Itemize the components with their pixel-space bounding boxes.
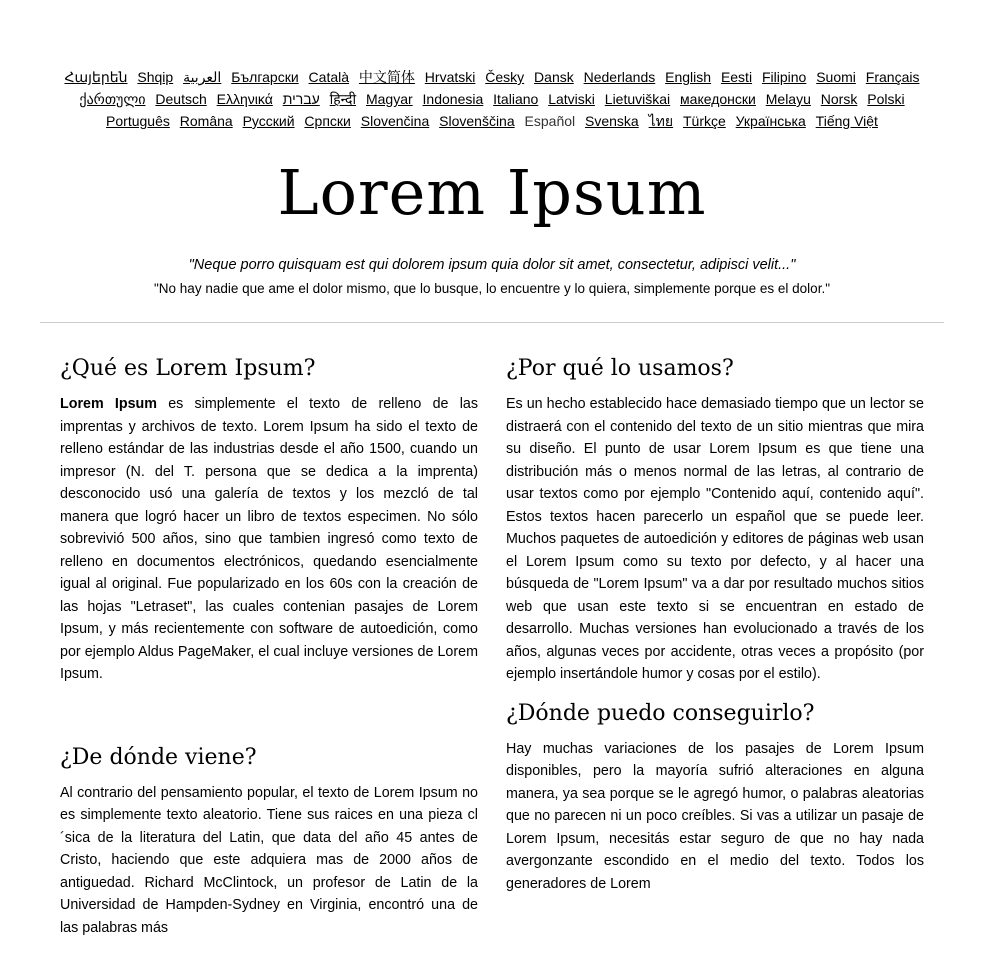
lead-term: Lorem Ipsum xyxy=(60,396,158,412)
section-title-where-get: ¿Dónde puedo conseguirlo? xyxy=(506,700,815,726)
language-link[interactable]: Slovenčina xyxy=(360,113,430,129)
language-link[interactable]: ไทย xyxy=(648,113,674,129)
section-body-why-use: Es un hecho establecido hace demasiado tiempo que un lector se distraerá con el contenido del texto de un sitio mientras que mira su diseño. El punto de usar Lorem Ipsum es que tiene una distribución más o menos normal de las letras, al contrario de usar textos como por ejemplo "Contenido aquí, contenido aquí". Estos textos hacen parecerlo un español que se puede leer. Muchos paquetes de autoedición y editores de páginas web usan el Lorem Ipsum como su texto por defecto, y al hacer una búsqueda de "Lorem Ipsum" va a dar por resultado muchos sitios web que usan este texto si se encuentran en estado de desarrollo. Muchas versiones han evolucionado a través de los años, algunas veces por accidente, otras veces a propósito (por ejemplo insertándole humor y cosas por el estilo). xyxy=(506,396,924,682)
quote-translated: "No hay nadie que ame el dolor mismo, que lo busque, lo encuentre y lo quiera, simplemente porque es el dolor." xyxy=(154,281,830,296)
language-link[interactable]: Türkçe xyxy=(682,113,726,129)
language-link[interactable]: ქართული xyxy=(79,91,146,107)
language-link[interactable]: Français xyxy=(865,69,920,85)
language-link[interactable]: Česky xyxy=(485,69,525,85)
what-is-text: es simplemente el texto de relleno de las imprentas y archivos de texto. Lorem Ipsum ha sido el texto de relleno estándar de las industrias desde el año 1500, cuando un impresor (N. del T. persona que se dedica a la imprenta) desconocido usó una galería de textos y los mezcló de tal manera que logró hacer un libro de textos especimen. No sólo sobrevivió 500 años, sino que tambien ingresó como texto de relleno en documentos electrónicos, quedando esencialmente igual al original. Fue popularizado en los 60s con la creación de las hojas "Letraset", las cuales contenian pasajes de Lorem Ipsum, y más recientemente con software de autoedición, como por ejemplo Aldus PageMaker, el cual incluye versiones de Lorem Ipsum. xyxy=(60,396,478,682)
section-body-where-get: Hay muchas variaciones de los pasajes de Lorem Ipsum disponibles, pero la mayoría sufrió alteraciones en alguna manera, ya sea porque se le agregó humor, o palabras aleatorias que no parecen ni un poco creíbles. Si vas a utilizar un pasaje de Lorem Ipsum, necesitás estar seguro de que no hay nada avergonzante escondido en el medio del texto. Todos los generadores de Lorem xyxy=(506,740,924,892)
language-link[interactable]: Español xyxy=(524,113,576,129)
language-link[interactable]: Nederlands xyxy=(583,69,656,85)
language-link[interactable]: Filipino xyxy=(761,69,807,85)
section-title-where-from: ¿De dónde viene? xyxy=(60,744,257,770)
language-link[interactable]: 中文简体 xyxy=(358,69,415,85)
quote-latin: "Neque porro quisquam est qui dolorem ipsum quia dolor sit amet, consectetur, adipisci velit..." xyxy=(188,257,796,273)
language-link[interactable]: Slovenščina xyxy=(439,113,515,129)
language-link[interactable]: Indonesia xyxy=(422,91,484,107)
section-title-why-use: ¿Por qué lo usamos? xyxy=(506,356,734,381)
content-columns xyxy=(0,341,984,953)
language-link[interactable]: Català xyxy=(308,69,350,85)
header-divider xyxy=(40,322,944,323)
language-link[interactable]: Ελληνικά xyxy=(216,91,273,107)
quote-block xyxy=(0,254,984,300)
language-link[interactable]: Româna xyxy=(179,113,233,129)
language-link[interactable]: Dansk xyxy=(534,69,574,85)
language-link[interactable]: Српски xyxy=(304,113,351,129)
language-link[interactable]: עברית xyxy=(282,91,320,107)
language-link[interactable]: Deutsch xyxy=(155,91,207,107)
language-link[interactable]: Latviski xyxy=(548,91,595,107)
language-link[interactable]: Svenska xyxy=(585,113,639,129)
language-link[interactable]: Suomi xyxy=(816,69,856,85)
page-title: Lorem Ipsum xyxy=(277,156,707,229)
language-link[interactable]: Melayu xyxy=(765,91,811,107)
language-link[interactable]: Norsk xyxy=(820,91,858,107)
language-link[interactable]: Eesti xyxy=(720,69,753,85)
language-link[interactable]: English xyxy=(665,69,712,85)
language-link[interactable]: Português xyxy=(106,113,170,129)
language-link[interactable]: Hrvatski xyxy=(424,69,476,85)
language-link[interactable]: Հայերեն xyxy=(64,69,128,85)
column-left xyxy=(60,341,478,953)
language-link[interactable]: Magyar xyxy=(365,91,413,107)
language-link[interactable]: македонски xyxy=(680,91,756,107)
section-title-what-is: ¿Qué es Lorem Ipsum? xyxy=(60,356,316,381)
language-bar xyxy=(0,0,984,132)
language-link[interactable]: Polski xyxy=(867,91,905,107)
language-link[interactable]: Shqip xyxy=(137,69,174,85)
language-link[interactable]: Русский xyxy=(242,113,295,129)
language-link[interactable]: Tiếng Việt xyxy=(815,113,878,129)
column-right xyxy=(506,341,924,953)
section-body-what-is xyxy=(60,393,478,686)
language-link[interactable]: Български xyxy=(231,69,299,85)
language-link[interactable]: Italiano xyxy=(493,91,539,107)
language-link[interactable]: हिन्दी xyxy=(329,91,357,107)
language-link[interactable]: Lietuviškai xyxy=(604,91,671,107)
column-spacer-left xyxy=(60,700,478,730)
language-link[interactable]: Українська xyxy=(735,113,806,129)
section-body-where-from: Al contrario del pensamiento popular, el texto de Lorem Ipsum no es simplemente texto aleatorio. Tiene sus raices en una pieza cl´sica de la literatura del Latin, que data del año 45 antes de Cristo, haciendo que este adquiera mas de 2000 años de antiguedad. Richard McClintock, un profesor de Latin de la Universidad de Hampden-Sydney en Virginia, encontró una de las palabras más xyxy=(60,784,478,936)
language-link[interactable]: العربية xyxy=(183,69,222,85)
